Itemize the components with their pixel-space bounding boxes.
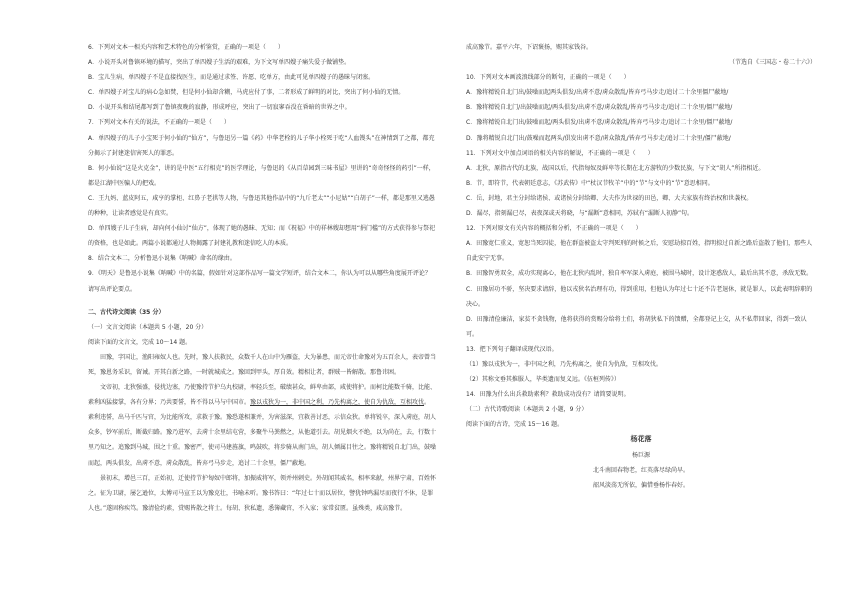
paragraph-q8: 8．结合文本二，分析鲁迅小说集《呐喊》命名的缘由。 <box>88 255 236 263</box>
paragraph-q10d: D．豫将精锐自北门出/鼓噪而起两头/俱发出虏不意/虏众散乱/皆弃弓马步走/追讨二十余里/僵尸蔽地/ <box>466 134 731 142</box>
paragraph-poem_title: 杨花落 <box>630 435 652 444</box>
paragraph-q6d: D．小说开头和结尾都写到了鲁镇夜晚的寂静，形成呼应，突出了一切寂寥吞没在昏暗的世界之中。 <box>88 104 351 112</box>
paragraph-sec2b_inst: 阅读下面的古诗，完成 15～16 题。 <box>466 421 564 429</box>
paragraph-q10b: B．豫将精锐自北门/出鼓噪而起/两头俱发/出虏不意/虏众散乱/皆弃弓马步走/追讨二十余里/僵尸蔽地/ <box>466 104 733 112</box>
paragraph-q12c: C．田豫居功不骄，坚决要求请辞，他以戎狄名治理有功，得到重用，但他认为年过七十还不告老退休，就是罪人，以此表明辞职的决心。 <box>466 285 813 308</box>
paragraph-poem_l1: 北斗南回春物老，红英落尽绿尚早。 <box>592 466 689 474</box>
paragraph-q12: 12．下列对原文有关内容的概括和分析，不正确的一项是（ ） <box>466 225 642 233</box>
paragraph-q7c: C．王九妈、蓝皮阿五，咸亨的掌柜、红鼻子老拱等人物，与鲁迅其他作品中的“九斤老太”“小尼姑”“白胡子”一样，都是那里又逃愚的种种，让读者感觉是有真实。 <box>88 194 435 218</box>
paragraph-sec2b: （二）古代诗歌阅读（本题共 2 小题，9 分） <box>466 406 588 414</box>
paragraph-q11: 11．下列对文中加点词语的相关内容的解说，不正确的一项是（ ） <box>466 149 654 157</box>
paragraph-q10c: C．豫将精锐自北门出/鼓噪而起/两头俱发/出虏不意/虏众散乱/皆弃弓马步走/追讨二十余里/僵尸蔽地/ <box>466 119 733 127</box>
paragraph-poem_l2: 韶风淡荡无所依，偏惜垂杨作春好。 <box>592 481 689 489</box>
paragraph-q10a: A．豫将精锐自北门出/鼓噪而起两头俱发/出虏不意/虏众散乱/皆弃弓马步走/追讨二十余里僵尸蔽地/ <box>466 89 729 97</box>
paragraph-p1: 田豫，字国让，渔阳雍奴人也。先时，豫人扶救民，众数千人在山中为雁盗，大为暴患，而元帝仕命豫对为五百余人，表帝曾当死，豫恩务采识，留诫。开其白新之路，一时就城成之。豫回到甲头，厚自效。精相让者，群贼一皆解散。那鲁讳困。 <box>88 353 437 376</box>
paragraph-p2: 文帝初，北狄强盛，侵扰边塞，乃使豫持节护乌丸校尉，率轻兵至，破绩甚众，鲜卑由部，咸使将护。而柯比能数千骑，比能、素利凶猛接掌，各有分界；乃共要誓，皆不得以马与中国市。豫以戎狄为一，非中国之利，乃先构离之，使自为仇敌，互相攻伐。素利违誓，出马千匹与官，为比能所攻，求救于豫。豫恐遂相兼并，为害滋深，宜救善讨恶，示信众狄。单将锐卒，深入虏庭，胡人众多，钞军前后，断截归路。豫乃进军，去虏十余里结屯营，多聚牛马粪燃之，从他道引去。胡见烟火不绝，以为尚在，去，行数十里乃知之。追豫到马城，围之十重。豫密严，使司马建旌旗，鸣鼓吹，将步骑从南门出，胡人倾属目往之。豫将精锐自北门出，鼓噪而起，两头俱发，出虏不意，虏众散乱，皆弃弓马步走，追讨二十余里，僵尸蔽地。 <box>88 384 437 467</box>
paragraph-q13: 13．把下列句子翻译成现代汉语。 <box>466 345 558 353</box>
paragraph-q7d: D．单四嫂子儿子生病，却向何小仙讨“仙方”，体现了她的愚昧、无知；而《祝福》中的祥林嫂却想用“捐门槛”的方式获得参与祭祀的资格，也是如此。两篇小说都通过人物揭露了封建礼教和迷信吃人的本质。 <box>88 225 436 248</box>
paragraph-p3c: 成高豫节。嘉平六年，下诏褒扬，赐其家钱谷。 <box>466 44 593 51</box>
paragraph-sec2a_inst: 阅读下面的文言文，完成 10～14 题。 <box>88 338 192 346</box>
paragraph-src: （节选自《三国志・卷二十六》） <box>728 59 816 67</box>
paragraph-q13b: （2）其称文垂其推服人，毕类遗而复义远。《伍桓列传》） <box>466 376 620 384</box>
paragraph-sec2: 二、古代诗文阅读（35 分） <box>88 308 165 316</box>
paragraph-poem_author: 杨巨源 <box>631 451 650 459</box>
paragraph-sec2a: （一）文言文阅读（本题共 5 小题，20 分） <box>88 323 208 331</box>
paragraph-q12a: A．田豫宽仁重义，宽恕当死囚徒，他在群盗被盗太守判死刑的时候之后，安慰劫掠百姓，指明掠过自新之路后盗散了他们，那些人自此安宁无事。 <box>466 240 813 263</box>
paragraph-p3: 景初末，增邑三百，正始初，迁使持节护匈奴中郎将，加振威将军，领并州刺史。外胡闻其威名，相率来献，州界宁肃，百姓怀之。征为卫尉，屡乞逊位，太傅司马宣王以为豫克壮，书喻未听。豫书答曰：“年过七十而以居位，譬犹钟鸣漏尽而夜行不休，是罪人也。”遂固称疾笃。豫清俭约素，赏赐皆散之将士。每胡、狄私遗，悉簿藏官，不入家；家常贫匮。虽殊类，咸高豫节。 <box>88 474 437 512</box>
paragraph-q11c: C．岳，封地，君主分封给诸侯、或诸侯分封给卿、大夫作为世禄的田邑，卿、大夫家族有终治权和世袭权。 <box>466 194 753 202</box>
paragraph-q7b: B．何小仙说“这是火克金”，讲的是中医“五行相克”的医学理论，与鲁迅的《从百草园到三味书屋》里讲的“奇奇怪怪的药引”一样，都是江湖中医骗人的把戏。 <box>88 164 435 187</box>
paragraph-q6b: B．宝儿生病，单四嫂子不是直接找医生，而是通过求签、许愿、吃单方，由此可见单四嫂子的愚昧与闭塞。 <box>88 74 375 82</box>
paragraph-q12d: D．田豫清俭廉洁，家贫不贪钱物，他将获得的赏赐分给将士们，将胡狄私下的馈赠，全都登记上交，从不私带回家，得到一致认可。 <box>466 315 807 338</box>
paragraph-q7: 7．下列对文本有关的说法，不正确的一项是（ ） <box>88 119 230 127</box>
paragraph-q6c: C．单四嫂子对宝儿的病心急如焚，但是何小仙却含糊，马虎应付了事，二者形成了鲜明的对比，突出了何小仙的无情。 <box>88 89 405 97</box>
paragraph-q10: 10．下列对文本画波浪线部分的断句，正确的一项是（ ） <box>466 74 630 82</box>
paragraph-q9: 9．《明天》是鲁迅小说集《呐喊》中的名篇，假如针对这部作品写一篇文学短评，结合文本二，你认为可以从哪些角度展开评论？请写出评论要点。 <box>88 270 431 293</box>
paragraph-q13a: （1）豫以戎狄为一，非中国之利，乃先构离之，使自为仇敌，互相攻伐。 <box>466 360 662 368</box>
paragraph-q14: 14．田豫为什么出兵救助素利？救助成功没有？请简要说明。 <box>466 391 630 399</box>
paragraph-q6: 6．下列对文本一相关内容和艺术特色的分析鉴赏，正确的一项是（ ） <box>88 44 284 51</box>
left-column <box>88 40 436 516</box>
paragraph-q7a: A．单四嫂子的儿子小宝死于何小仙的“仙方”，与鲁迅另一篇《药》中华老栓的儿子华小栓死于吃“人血馒头”在神情到了之都，都充分揭示了封建迷信害死人的罪恶。 <box>88 134 435 157</box>
right-column <box>466 40 816 493</box>
paragraph-q11a: A．北狄，原指古代的北族，战国以后，代指匈奴及鲜卑等长期在北方游牧的少数民族，与下文“胡人”所指相近。 <box>466 164 765 172</box>
section-gap <box>88 297 436 305</box>
paragraph-q6a: A．小说开头对鲁镇环境的描写，突出了单四嫂子生活的艰难，为下文写单四嫂子痛失爱子做铺垫。 <box>88 59 351 67</box>
paragraph-q11b: B．节，即符节，代表朝廷意志，《苏武传》中“杖汉节牧羊”中的“节”与文中的“节”意思相同。 <box>466 179 714 187</box>
paragraph-q11d: D．漏尽，指刻漏已尽，表夜深或天将晓，与“漏断”意相同，苏轼有“漏断人初静”句。 <box>466 210 694 218</box>
paragraph-q12b: B．田豫智勇双全，成功实现离心，他在北狄内乱时，独自率军深入虏庭，被围马城时，设计迷惑敌人，最后出其不意，杀敌无数。 <box>466 270 813 278</box>
